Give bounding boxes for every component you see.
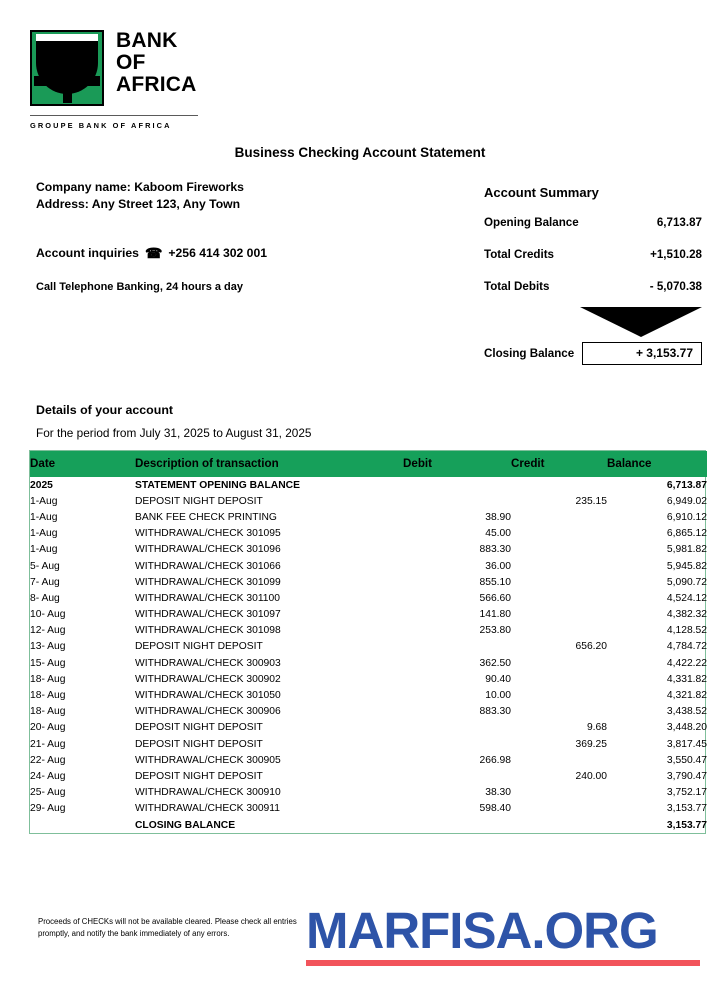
cell-balance: 6,865.12 <box>666 528 707 540</box>
table-row <box>30 477 707 493</box>
cell-date: 20- Aug <box>30 722 66 734</box>
cell-date: 5- Aug <box>30 560 60 572</box>
summary-arrow-down-icon <box>580 307 702 337</box>
cell-debit <box>403 817 511 833</box>
cell-date: 8- Aug <box>30 592 60 604</box>
cell-description: WITHDRAWAL/CHECK 301098 <box>135 625 281 637</box>
cell-balance: 4,128.52 <box>666 625 707 637</box>
cell-date: 18- Aug <box>30 690 66 702</box>
cell-balance: 3,817.45 <box>666 738 707 750</box>
summary-value: - 5,070.38 <box>649 280 702 293</box>
cell-credit <box>511 752 607 768</box>
cell-debit: 10.00 <box>485 690 511 702</box>
account-summary-title: Account Summary <box>484 185 599 200</box>
cell-debit: 362.50 <box>479 657 511 669</box>
cell-balance: 4,784.72 <box>666 641 707 653</box>
cell-date: 1-Aug <box>30 544 58 556</box>
summary-row-closing-balance <box>484 342 702 365</box>
cell-date: 21- Aug <box>30 738 66 750</box>
cell-credit <box>511 801 607 817</box>
table-row <box>30 493 707 509</box>
cell-debit <box>403 639 511 655</box>
cell-debit: 38.90 <box>485 511 511 523</box>
cell-credit <box>511 817 607 833</box>
cell-balance: 6,713.87 <box>666 479 707 491</box>
table-row <box>30 590 707 606</box>
cell-credit <box>511 509 607 525</box>
cell-description: WITHDRAWAL/CHECK 300906 <box>135 706 281 718</box>
cell-description: BANK FEE CHECK PRINTING <box>135 511 277 523</box>
column-header-description: Description of transaction <box>135 451 403 477</box>
cell-credit <box>511 671 607 687</box>
cell-date: 15- Aug <box>30 657 66 669</box>
bank-logo <box>30 30 200 130</box>
table-row <box>30 817 707 833</box>
details-period: For the period from July 31, 2025 to August 31, 2025 <box>36 426 312 440</box>
column-header-debit: Debit <box>403 451 511 477</box>
cell-debit <box>403 720 511 736</box>
cell-debit: 883.30 <box>479 544 511 556</box>
cell-date: 29- Aug <box>30 803 66 815</box>
cell-credit <box>511 574 607 590</box>
cell-balance: 6,910.12 <box>666 511 707 523</box>
cell-date: 12- Aug <box>30 625 66 637</box>
cell-credit <box>511 655 607 671</box>
cell-debit: 253.80 <box>479 625 511 637</box>
table-row <box>30 655 707 671</box>
telephone-banking-note: Call Telephone Banking, 24 hours a day <box>36 281 244 293</box>
cell-balance: 6,949.02 <box>666 495 707 507</box>
table-row <box>30 509 707 525</box>
cell-description: WITHDRAWAL/CHECK 300911 <box>135 803 280 815</box>
cell-description: STATEMENT OPENING BALANCE <box>135 479 300 491</box>
closing-balance-value: + 3,153.77 <box>582 342 702 365</box>
cell-date: 1-Aug <box>30 511 58 523</box>
cell-date: 1-Aug <box>30 495 58 507</box>
cell-debit <box>403 493 511 509</box>
cell-credit: 656.20 <box>575 641 607 653</box>
transactions-table <box>30 451 707 833</box>
table-row <box>30 542 707 558</box>
table-row <box>30 801 707 817</box>
cell-date: 18- Aug <box>30 673 66 685</box>
cell-description: DEPOSIT NIGHT DEPOSIT <box>135 738 263 750</box>
cell-date: 10- Aug <box>30 609 66 621</box>
cell-description: WITHDRAWAL/CHECK 301095 <box>135 528 281 540</box>
cell-debit: 598.40 <box>479 803 511 815</box>
cell-balance: 4,382.32 <box>666 609 707 621</box>
cell-debit: 38.30 <box>485 787 511 799</box>
transactions-table-head <box>30 451 707 477</box>
table-row <box>30 623 707 639</box>
table-row <box>30 720 707 736</box>
cell-debit: 566.60 <box>479 592 511 604</box>
cell-debit: 883.30 <box>479 706 511 718</box>
footer-disclaimer: Proceeds of CHECKs will not be available cleared. Please check all entries promptly, and notify the bank immediately of any errors. <box>38 917 297 938</box>
cell-debit: 36.00 <box>485 560 511 572</box>
summary-value: 6,713.87 <box>656 216 702 229</box>
cell-debit: 855.10 <box>479 576 511 588</box>
cell-date: 18- Aug <box>30 706 66 718</box>
watermark <box>306 902 700 966</box>
logo-tagline: GROUPE BANK OF AFRICA <box>30 121 172 130</box>
cell-debit <box>403 736 511 752</box>
cell-description: DEPOSIT NIGHT DEPOSIT <box>135 722 263 734</box>
cell-balance: 4,321.82 <box>666 690 707 702</box>
cell-balance: 4,331.82 <box>666 673 707 685</box>
transactions-table-body <box>30 477 707 833</box>
table-row <box>30 687 707 703</box>
cell-credit <box>511 477 607 493</box>
table-row <box>30 785 707 801</box>
account-inquiries-phone: +256 414 302 001 <box>168 246 268 260</box>
table-row <box>30 574 707 590</box>
table-row <box>30 526 707 542</box>
table-row <box>30 736 707 752</box>
cell-date: 2025 <box>30 479 53 491</box>
watermark-text: MARFISA.ORG <box>306 902 658 959</box>
cell-credit <box>511 607 607 623</box>
bank-logo-mark-icon <box>30 30 104 106</box>
cell-balance: 3,153.77 <box>666 819 707 831</box>
table-row <box>30 704 707 720</box>
table-row <box>30 607 707 623</box>
cell-description: WITHDRAWAL/CHECK 301099 <box>135 576 281 588</box>
summary-row-total-credits <box>484 248 702 261</box>
closing-balance-label: Closing Balance <box>484 347 575 360</box>
summary-label: Total Credits <box>484 248 554 261</box>
bank-logo-wordmark <box>116 30 197 95</box>
cell-balance: 5,090.72 <box>666 576 707 588</box>
cell-description: CLOSING BALANCE <box>135 819 236 831</box>
cell-credit <box>511 785 607 801</box>
telephone-icon: ☎ <box>144 245 163 261</box>
summary-row-total-debits <box>484 280 702 293</box>
cell-credit: 9.68 <box>586 722 607 734</box>
cell-description: WITHDRAWAL/CHECK 301066 <box>135 560 281 572</box>
summary-row-opening-balance <box>484 216 702 229</box>
cell-debit: 141.80 <box>479 609 511 621</box>
table-header-row <box>30 451 707 477</box>
cell-balance: 3,448.20 <box>666 722 707 734</box>
cell-credit: 369.25 <box>575 738 607 750</box>
cell-description: WITHDRAWAL/CHECK 301097 <box>135 609 281 621</box>
cell-description: WITHDRAWAL/CHECK 301100 <box>135 592 280 604</box>
account-inquiries <box>36 246 267 260</box>
logo-line-bank: BANK <box>116 29 178 52</box>
company-address-line: Address: Any Street 123, Any Town <box>36 196 241 211</box>
cell-debit: 90.40 <box>485 673 511 685</box>
cell-debit <box>403 768 511 784</box>
company-name-line: Company name: Kaboom Fireworks <box>36 180 244 194</box>
account-summary <box>484 185 702 360</box>
page-title: Business Checking Account Statement <box>234 145 486 160</box>
cell-balance: 4,422.22 <box>666 657 707 669</box>
customer-info <box>36 179 244 213</box>
cell-description: WITHDRAWAL/CHECK 301096 <box>135 544 281 556</box>
cell-date: 25- Aug <box>30 787 66 799</box>
cell-date: 13- Aug <box>30 641 66 653</box>
details-heading: Details of your account <box>36 403 174 417</box>
cell-date: 1-Aug <box>30 528 58 540</box>
cell-balance: 3,550.47 <box>666 754 707 766</box>
cell-date: 22- Aug <box>30 754 66 766</box>
table-row <box>30 752 707 768</box>
summary-label: Total Debits <box>484 280 550 293</box>
cell-debit <box>403 477 511 493</box>
summary-label: Opening Balance <box>484 216 579 229</box>
cell-balance: 3,438.52 <box>666 706 707 718</box>
cell-description: WITHDRAWAL/CHECK 300905 <box>135 754 281 766</box>
cell-credit <box>511 542 607 558</box>
table-row <box>30 671 707 687</box>
column-header-date: Date <box>30 451 135 477</box>
cell-description: DEPOSIT NIGHT DEPOSIT <box>135 770 263 782</box>
cell-credit <box>511 704 607 720</box>
cell-date: 24- Aug <box>30 770 66 782</box>
cell-debit: 266.98 <box>479 754 511 766</box>
table-row <box>30 639 707 655</box>
cell-date: 7- Aug <box>30 576 60 588</box>
cell-credit <box>511 526 607 542</box>
cell-credit: 240.00 <box>575 770 607 782</box>
cell-balance: 5,945.82 <box>666 560 707 572</box>
column-header-balance: Balance <box>607 451 707 477</box>
logo-divider <box>30 115 198 116</box>
cell-credit: 235.15 <box>575 495 607 507</box>
column-header-credit: Credit <box>511 451 607 477</box>
cell-description: WITHDRAWAL/CHECK 300910 <box>135 787 281 799</box>
cell-description: DEPOSIT NIGHT DEPOSIT <box>135 641 263 653</box>
table-row <box>30 768 707 784</box>
transactions-table-container <box>29 450 706 834</box>
cell-balance: 5,981.82 <box>666 544 707 556</box>
cell-balance: 3,790.47 <box>666 770 707 782</box>
cell-date <box>30 817 135 833</box>
table-row <box>30 558 707 574</box>
cell-balance: 3,153.77 <box>666 803 707 815</box>
cell-debit: 45.00 <box>485 528 511 540</box>
cell-balance: 3,752.17 <box>666 787 707 799</box>
cell-description: WITHDRAWAL/CHECK 300903 <box>135 657 281 669</box>
cell-balance: 4,524.12 <box>666 592 707 604</box>
watermark-bar <box>306 960 700 966</box>
logo-line-of: OF <box>116 50 146 74</box>
summary-value: +1,510.28 <box>650 248 702 261</box>
logo-line-africa: AFRICA <box>116 72 197 96</box>
cell-credit <box>511 623 607 639</box>
cell-credit <box>511 558 607 574</box>
cell-description: DEPOSIT NIGHT DEPOSIT <box>135 495 263 507</box>
account-inquiries-label: Account inquiries <box>36 246 139 260</box>
cell-description: WITHDRAWAL/CHECK 301050 <box>135 690 281 702</box>
cell-credit <box>511 687 607 703</box>
cell-description: WITHDRAWAL/CHECK 300902 <box>135 673 281 685</box>
cell-credit <box>511 590 607 606</box>
